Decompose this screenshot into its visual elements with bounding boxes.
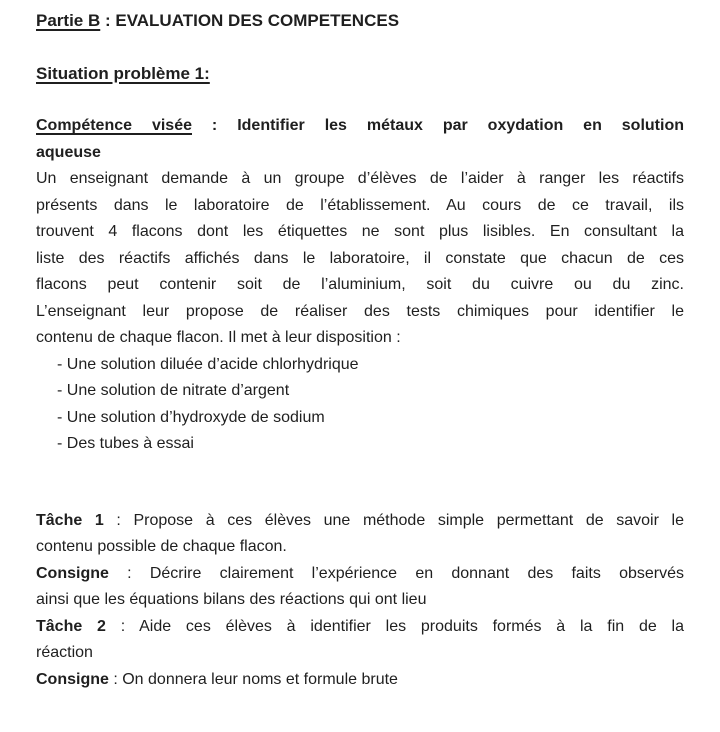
scenario-line: liste des réactifs affichés dans le laboratoire, il constate que chacun de ces (36, 249, 684, 267)
situation-heading (36, 61, 684, 88)
task-2-text: : Aide ces élèves à identifier les produits formés à la fin de la (105, 617, 684, 635)
list-item: - Une solution diluée d’acide chlorhydrique (57, 355, 359, 373)
task-2-label: Tâche 2 (36, 617, 106, 635)
task-1-line-2: contenu possible de chaque flacon. (36, 538, 287, 555)
competence-statement (36, 113, 684, 166)
tasks-section (36, 508, 684, 694)
consigne-1-line-1 (36, 561, 684, 588)
scenario-line: présents dans le laboratoire de l’établissement. Au cours de ce travail, ils (36, 196, 684, 214)
task-1-label: Tâche 1 (36, 511, 104, 529)
competence-text: : Identifier les métaux par oxydation en solution (192, 117, 684, 134)
scenario-line: Un enseignant demande à un groupe d’élèves de l’aider à ranger les réactifs (36, 170, 684, 187)
scenario-line: flacons peut contenir soit de l’aluminium, soit du cuivre ou du zinc. (36, 276, 684, 293)
task-1-text: : Propose à ces élèves une méthode simple permettant de savoir le (103, 511, 684, 529)
materials-list (36, 352, 684, 458)
list-item: - Des tubes à essai (57, 435, 194, 452)
list-item: - Une solution d’hydroxyde de sodium (57, 408, 325, 426)
part-heading-title: : EVALUATION DES COMPETENCES (100, 11, 400, 30)
consigne-1-text: : Décrire clairement l’expérience en donnant des faits observés (108, 564, 684, 582)
consigne-1-line-2: ainsi que les équations bilans des réactions qui ont lieu (36, 591, 427, 608)
part-heading (36, 8, 684, 35)
competence-line-1 (36, 113, 684, 140)
consigne-2-text: : On donnera leur noms et formule brute (108, 670, 398, 688)
task-2-line-1 (36, 614, 684, 641)
consigne-2-label: Consigne (36, 670, 109, 688)
scenario-line: contenu de chaque flacon. Il met à leur disposition : (36, 329, 401, 346)
task-1-line-1 (36, 508, 684, 535)
competence-line-2: aqueuse (36, 143, 101, 161)
scenario-line: trouvent 4 flacons dont les étiquettes ne sont plus lisibles. En consultant la (36, 223, 684, 240)
task-2-line-2: réaction (36, 644, 93, 661)
part-heading-label: Partie B (36, 11, 101, 30)
competence-label: Compétence visée (36, 117, 192, 134)
scenario-line: L’enseignant leur propose de réaliser des tests chimiques pour identifier le (36, 302, 684, 320)
situation-heading-label: Situation problème 1: (36, 63, 210, 83)
scenario-paragraph (36, 166, 684, 352)
list-item: - Une solution de nitrate d’argent (57, 382, 290, 399)
consigne-1-label: Consigne (36, 564, 109, 582)
consigne-2-line (36, 667, 684, 694)
